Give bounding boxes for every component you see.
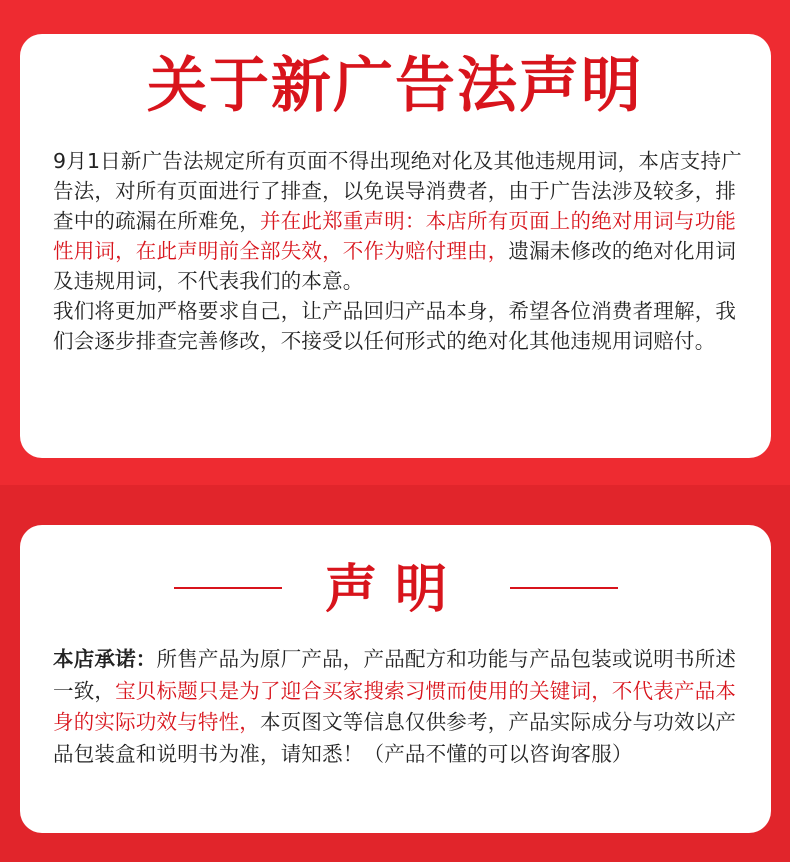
statement-text-after: 本页图文等信息仅供参考，产品实际成分与功效以产品包装盒和说明书为准，请知悉！（产品不懂的可以咨询客服） [53,710,737,766]
statement-highlight-text: 宝贝标题只是为了迎合买家搜索习惯而使用的关键词，不代表产品本身的实际功效与特性， [53,678,737,734]
statement-text-before: 所售产品为原厂产品，产品配方和功能与产品包装或说明书所述一致， [53,647,737,703]
statement-title: 声明 [324,560,465,620]
statement-paragraph [53,644,743,770]
statement-heading [0,560,790,620]
statement-body [53,644,743,770]
notice-highlight-text: 并在此郑重声明：本店所有页面上的绝对用词与功能性用词，在此声明前全部失效，不作为赔付理由， [53,209,737,263]
notice-rest-text: 遗漏未修改的绝对化用词及违规用词，不代表我们的本意。 [53,239,737,293]
ad-law-notice-title: 关于新广告法声明 [147,51,643,121]
heading-divider-right [510,587,618,589]
notice-paragraph-2: 我们将更加严格要求自己，让产品回归产品本身，希望各位消费者理解，我们会逐步排查完善修改，不接受以任何形式的绝对化其他违规用词赔付。 [53,299,737,353]
notice-paragraph-1 [53,146,743,296]
ad-law-notice-body [53,146,743,356]
statement-label: 本店承诺： [53,647,157,671]
heading-divider-left [174,587,282,589]
notice-intro-text: 9月1日新广告法规定所有页面不得出现绝对化及其他违规用词，本店支持广告法，对所有页面进行了排查，以免误导消费者，由于广告法涉及较多，排查中的疏漏在所难免， [53,149,742,233]
